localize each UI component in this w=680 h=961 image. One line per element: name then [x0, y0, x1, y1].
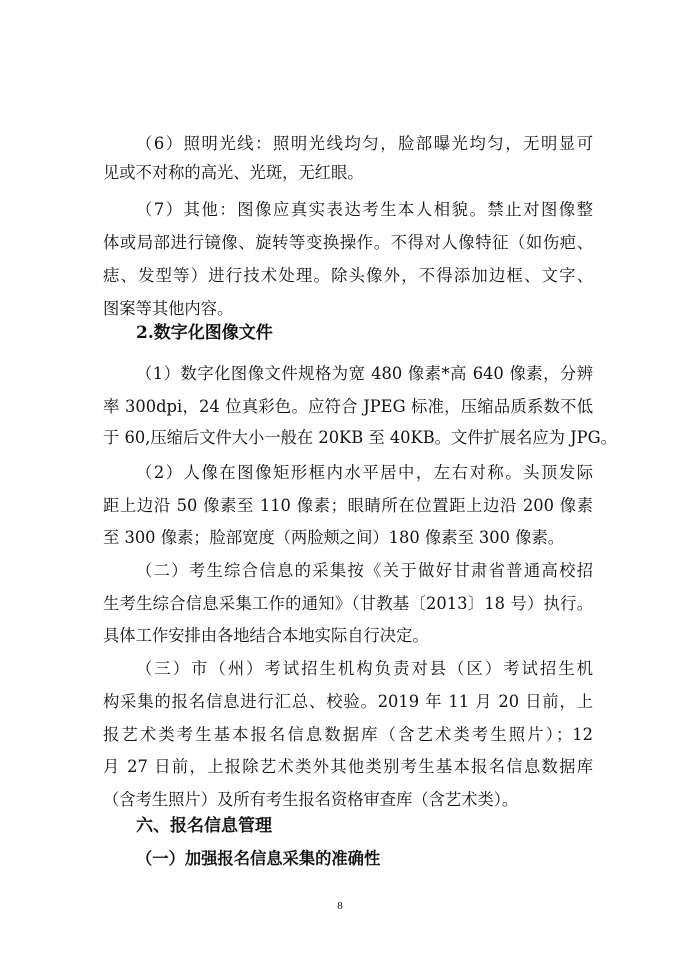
para-spec-line: （1）数字化图像文件规格为宽 480 像素*高 640 像素，分辨: [136, 364, 593, 383]
para-city-agency-line: 报艺术类考生基本报名信息数据库（含艺术类考生照片）；12: [103, 725, 593, 744]
para-other-line: 体或局部进行镜像、旋转等变换操作。不得对人像特征（如伤疤、: [103, 233, 593, 252]
para-city-agency-line: （含考生照片）及所有考生报名资格审查库（含艺术类）。: [103, 790, 519, 809]
page-number: 8: [337, 900, 343, 912]
para-city-agency-line: （三）市（州）考试招生机构负责对县（区）考试招生机: [136, 659, 593, 678]
para-comprehensive-info-line: （二）考生综合信息的采集按《关于做好甘肃省普通高校招: [136, 561, 593, 580]
para-position-line: 至 300 像素；脸部宽度（两脸颊之间）180 像素至 300 像素。: [103, 528, 565, 547]
subsection-heading-accuracy: （一）加强报名信息采集的准确性: [136, 849, 381, 868]
para-city-agency-line: 月 27 日前，上报除艺术类外其他类别考生基本报名信息数据库: [103, 757, 593, 776]
para-comprehensive-info-line: 生考生综合信息采集工作的通知》（甘教基〔2013〕18 号）执行。: [103, 594, 593, 613]
section-heading-registration-management: 六、报名信息管理: [136, 816, 272, 836]
para-lighting-line: 见或不对称的高光、光斑，无红眼。: [103, 163, 364, 182]
para-comprehensive-info-line: 具体工作安排由各地结合本地实际自行决定。: [103, 626, 429, 645]
para-lighting-line: （6）照明光线：照明光线均匀，脸部曝光均匀，无明显可: [136, 134, 593, 153]
para-other-line: 痣、发型等）进行技术处理。除头像外，不得添加边框、文字、: [103, 266, 593, 285]
para-spec-line: 率 300dpi，24 位真彩色。应符合 JPEG 标准，压缩品质系数不低: [103, 397, 593, 416]
section-heading-digital-image: 2.数字化图像文件: [136, 323, 273, 343]
para-other-line: （7）其他：图像应真实表达考生本人相貌。禁止对图像整: [136, 200, 593, 219]
para-position-line: 距上边沿 50 像素至 110 像素；眼睛所在位置距上边沿 200 像素: [103, 496, 593, 515]
para-other-line: 图案等其他内容。: [103, 299, 234, 318]
para-city-agency-line: 构采集的报名信息进行汇总、校验。2019 年 11 月 20 日前，上: [103, 692, 593, 711]
para-position-line: （2）人像在图像矩形框内水平居中，左右对称。头顶发际: [136, 463, 593, 482]
para-spec-line: 于 60,压缩后文件大小一般在 20KB 至 40KB。文件扩展名应为 JPG。: [103, 428, 617, 447]
